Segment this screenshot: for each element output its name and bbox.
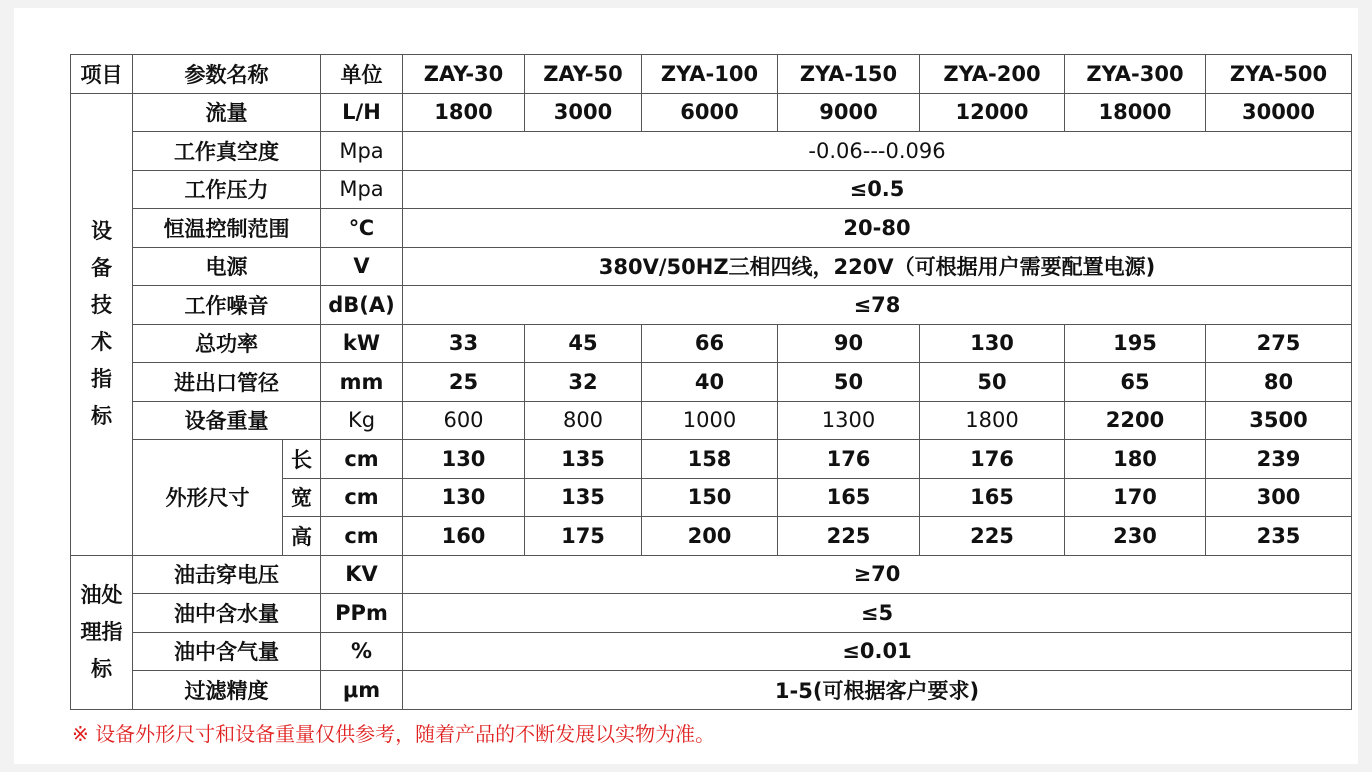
value-cell: 230 — [1065, 517, 1206, 556]
value-cell: 130 — [920, 324, 1065, 363]
value-cell: 800 — [525, 401, 642, 440]
model-header: ZYA-500 — [1206, 55, 1352, 94]
value-cell: 12000 — [920, 93, 1065, 132]
value-cell: 175 — [525, 517, 642, 556]
unit-cell: V — [321, 247, 403, 286]
value-cell: 1800 — [403, 93, 525, 132]
merged-value-cell: 20-80 — [403, 209, 1352, 248]
value-cell: 165 — [920, 478, 1065, 517]
row-dim-length — [71, 440, 1352, 479]
model-header: ZYA-300 — [1065, 55, 1206, 94]
param-label: 工作压力 — [133, 170, 321, 209]
value-cell: 80 — [1206, 363, 1352, 402]
value-cell: 1000 — [642, 401, 778, 440]
merged-value-cell: ≥70 — [403, 555, 1352, 594]
unit-cell: Mpa — [321, 170, 403, 209]
param-label: 电源 — [133, 247, 321, 286]
param-label: 过滤精度 — [133, 671, 321, 710]
row-temp — [71, 209, 1352, 248]
sub-label: 宽 — [283, 478, 321, 517]
param-label: 油击穿电压 — [133, 555, 321, 594]
value-cell: 3500 — [1206, 401, 1352, 440]
unit-cell: cm — [321, 440, 403, 479]
value-cell: 1800 — [920, 401, 1065, 440]
value-cell: 135 — [525, 440, 642, 479]
value-cell: 225 — [778, 517, 920, 556]
value-cell: 45 — [525, 324, 642, 363]
value-cell: 170 — [1065, 478, 1206, 517]
value-cell: 50 — [778, 363, 920, 402]
value-cell: 130 — [403, 440, 525, 479]
merged-value-cell: ≤0.5 — [403, 170, 1352, 209]
value-cell: 2200 — [1065, 401, 1206, 440]
merged-value-cell: 1-5(可根据客户要求) — [403, 671, 1352, 710]
row-power-supply — [71, 247, 1352, 286]
value-cell: 195 — [1065, 324, 1206, 363]
value-cell: 158 — [642, 440, 778, 479]
unit-cell: % — [321, 632, 403, 671]
unit-cell: dB(A) — [321, 286, 403, 325]
value-cell: 235 — [1206, 517, 1352, 556]
value-cell: 3000 — [525, 93, 642, 132]
header-param: 参数名称 — [133, 55, 321, 94]
value-cell: 150 — [642, 478, 778, 517]
param-label: 设备重量 — [133, 401, 321, 440]
param-label: 进出口管径 — [133, 363, 321, 402]
param-label: 工作噪音 — [133, 286, 321, 325]
row-pipe — [71, 363, 1352, 402]
merged-value-cell: 380V/50HZ三相四线，220V（可根据用户需要配置电源) — [403, 247, 1352, 286]
value-cell: 9000 — [778, 93, 920, 132]
merged-value-cell: ≤5 — [403, 594, 1352, 633]
model-header: ZAY-50 — [525, 55, 642, 94]
unit-cell: L/H — [321, 93, 403, 132]
unit-cell: kW — [321, 324, 403, 363]
sub-label: 高 — [283, 517, 321, 556]
value-cell: 200 — [642, 517, 778, 556]
value-cell: 176 — [920, 440, 1065, 479]
merged-value-cell: ≤0.01 — [403, 632, 1352, 671]
param-label: 流量 — [133, 93, 321, 132]
value-cell: 130 — [403, 478, 525, 517]
unit-cell: KV — [321, 555, 403, 594]
value-cell: 135 — [525, 478, 642, 517]
value-cell: 66 — [642, 324, 778, 363]
model-header: ZYA-150 — [778, 55, 920, 94]
unit-cell: mm — [321, 363, 403, 402]
value-cell: 300 — [1206, 478, 1352, 517]
value-cell: 18000 — [1065, 93, 1206, 132]
value-cell: 600 — [403, 401, 525, 440]
value-cell: 6000 — [642, 93, 778, 132]
footnote: ※ 设备外形尺寸和设备重量仅供参考，随着产品的不断发展以实物为准。 — [72, 722, 716, 746]
value-cell: 40 — [642, 363, 778, 402]
unit-cell: ℃ — [321, 209, 403, 248]
unit-cell: PPm — [321, 594, 403, 633]
param-label: 工作真空度 — [133, 132, 321, 171]
row-gas — [71, 632, 1352, 671]
value-cell: 165 — [778, 478, 920, 517]
value-cell: 65 — [1065, 363, 1206, 402]
param-label: 油中含水量 — [133, 594, 321, 633]
header-unit: 单位 — [321, 55, 403, 94]
document-sheet — [14, 8, 1358, 764]
param-label: 总功率 — [133, 324, 321, 363]
merged-value-cell: -0.06---0.096 — [403, 132, 1352, 171]
value-cell: 30000 — [1206, 93, 1352, 132]
unit-cell: Mpa — [321, 132, 403, 171]
value-cell: 239 — [1206, 440, 1352, 479]
param-label-dimension: 外形尺寸 — [133, 440, 283, 556]
value-cell: 275 — [1206, 324, 1352, 363]
row-filter — [71, 671, 1352, 710]
group-equipment — [71, 93, 133, 555]
row-water — [71, 594, 1352, 633]
row-noise — [71, 286, 1352, 325]
model-header: ZYA-200 — [920, 55, 1065, 94]
group-oil — [71, 555, 133, 709]
value-cell: 180 — [1065, 440, 1206, 479]
header-item: 项目 — [71, 55, 133, 94]
value-cell: 50 — [920, 363, 1065, 402]
model-header: ZAY-30 — [403, 55, 525, 94]
unit-cell: cm — [321, 517, 403, 556]
sub-label: 长 — [283, 440, 321, 479]
header-row — [71, 55, 1352, 94]
row-flow — [71, 93, 1352, 132]
row-vacuum — [71, 132, 1352, 171]
value-cell: 176 — [778, 440, 920, 479]
spec-table — [70, 54, 1352, 710]
merged-value-cell: ≤78 — [403, 286, 1352, 325]
param-label: 油中含气量 — [133, 632, 321, 671]
value-cell: 25 — [403, 363, 525, 402]
unit-cell: Kg — [321, 401, 403, 440]
param-label: 恒温控制范围 — [133, 209, 321, 248]
value-cell: 160 — [403, 517, 525, 556]
value-cell: 1300 — [778, 401, 920, 440]
group-oil-label: 油处 理指 标 — [80, 582, 123, 681]
model-header: ZYA-100 — [642, 55, 778, 94]
row-pressure — [71, 170, 1352, 209]
row-total-power — [71, 324, 1352, 363]
value-cell: 33 — [403, 324, 525, 363]
row-breakdown — [71, 555, 1352, 594]
unit-cell: μm — [321, 671, 403, 710]
unit-cell: cm — [321, 478, 403, 517]
value-cell: 90 — [778, 324, 920, 363]
row-weight — [71, 401, 1352, 440]
value-cell: 32 — [525, 363, 642, 402]
group-equipment-label: 设 备 技 术 指 标 — [91, 219, 112, 428]
value-cell: 225 — [920, 517, 1065, 556]
